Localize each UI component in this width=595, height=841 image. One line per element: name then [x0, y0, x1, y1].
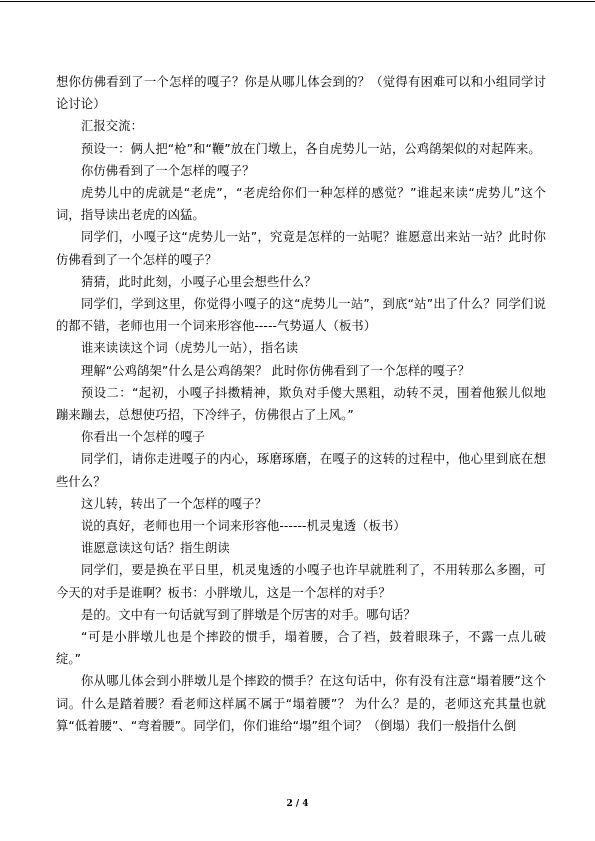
paragraph: 你从哪儿体会到小胖墩儿是个摔跤的惯手？在这句话中，你有没有注意“塌着腰”这个词。什么是踏着腰？看老师这样属不属于“塌着腰”？ 为什么？是的，老师这充其量也就算“低着腰”、“弯着腰”。同学们，你们谁给“塌”组个词？（倒塌）我们一般指什么倒 — [56, 674, 546, 733]
paragraph: 预设一：俩人把“枪”和“鞭”放在门墩上，各自虎势儿一站，公鸡鹐架似的对起阵来。 — [81, 141, 541, 156]
paragraph: “可是小胖墩儿也是个摔跤的惯手，塌着腰，合了裆，鼓着眼珠子，不露一点儿破绽。” — [56, 630, 546, 667]
paragraph: 虎势儿中的虎就是“老虎”，“老虎给你们一种怎样的感觉？”谁起来读“虎势儿”这个词，指导读出老虎的凶猛。 — [56, 186, 546, 223]
paragraph: 同学们，小嘎子这“虎势儿一站”，究竟是怎样的一站呢？谁愿意出来站一站？此时你仿佛看到了一个怎样的嘎子？ — [56, 230, 546, 267]
paragraph: 同学们，请你走进嘎子的内心，琢磨琢磨，在嘎子的这转的过程中，他心里到底在想些什么？ — [56, 452, 546, 489]
paragraph: 理解“公鸡鹐架”什么是公鸡鹐架？ 此时你仿佛看到了一个怎样的嘎子？ — [81, 363, 470, 378]
paragraph: 猜猜，此时此刻，小嘎子心里会想些什么？ — [81, 274, 317, 289]
paragraph: 谁愿意读这句话？指生朗读 — [81, 541, 230, 556]
paragraph: 同学们，要是换在平日里，机灵鬼透的小嘎子也许早就胜利了，不用转那么多圈，可今天的对手是谁啊？板书：小胖墩儿，这是一个怎样的对手？ — [56, 563, 546, 600]
paragraph: 想你仿佛看到了一个怎样的嘎子？你是从哪儿体会到的？（觉得有困难可以和小组同学讨论讨论） — [56, 75, 546, 112]
page-number: 2 / 4 — [286, 799, 309, 809]
paragraph: 汇报交流： — [81, 119, 143, 134]
paragraph: 这儿转，转出了一个怎样的嘎子？ — [81, 496, 267, 511]
paragraph: 同学们，学到这里，你觉得小嘎子的这“虎势儿一站”，到底“站”出了什么？同学们说的都不错，老师也用一个词来形容他-----气势逼人（板书） — [56, 297, 546, 334]
paragraph: 你看出一个怎样的嘎子 — [81, 430, 205, 445]
document-body — [56, 71, 546, 737]
paragraph: 预设二：“起初，小嘎子抖擞精神，欺负对手傻大黑粗，动转不灵，围着他猴儿似地蹦来蹦去，总想使巧招，下冷绊子，仿佛很占了上风。” — [56, 385, 546, 423]
paragraph: 你仿佛看到了一个怎样的嘎子？ — [81, 163, 255, 178]
paragraph: 是的。文中有一句话就写到了胖墩是个厉害的对手。哪句话？ — [81, 607, 416, 622]
paragraph: 说的真好，老师也用一个词来形容他------机灵鬼透（板书） — [81, 519, 406, 534]
paragraph: 谁来读读这个词（虎势儿一站），指名读 — [81, 341, 298, 356]
header-rule — [0, 1, 595, 2]
